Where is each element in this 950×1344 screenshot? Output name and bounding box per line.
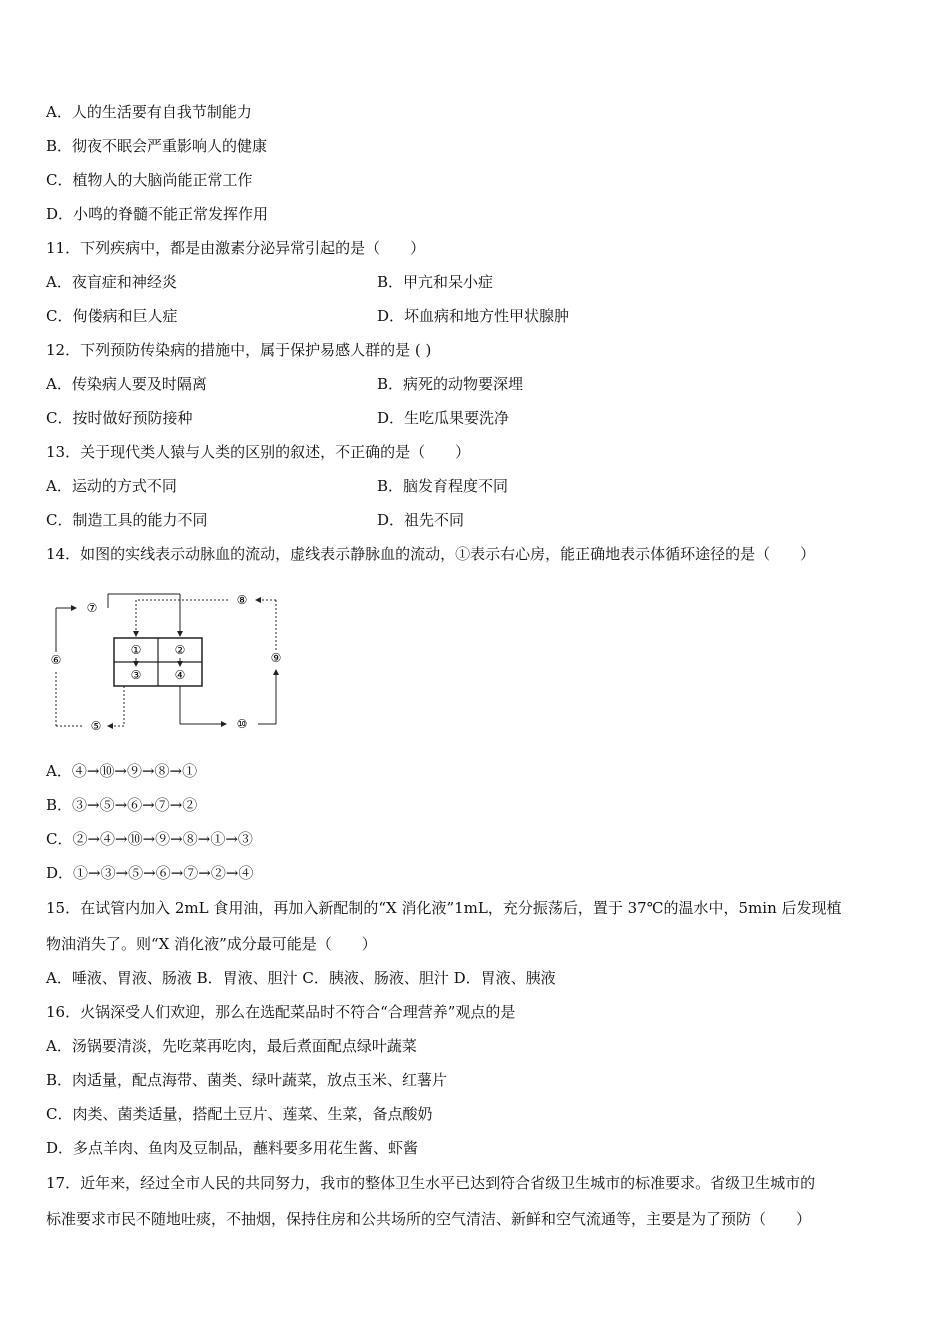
- q17-stem-line1: 17．近年来，经过全市人民的共同努力，我市的整体卫生水平已达到符合省级卫生城市的标准要求。省级卫生城市的: [46, 1174, 816, 1192]
- q14-option-d: D．①→③→⑤→⑥→⑦→②→④: [46, 864, 254, 882]
- q13-option-d: D．祖先不同: [377, 511, 465, 529]
- q15-stem-line2: 物油消失了。则“X 消化液”成分最可能是（ ）: [46, 935, 377, 953]
- q16-stem: 16．火锅深受人们欢迎，那么在选配菜品时不符合“合理营养”观点的是: [46, 1003, 516, 1021]
- label-5: ⑤: [90, 719, 102, 733]
- q14-option-c: C．②→④→⑩→⑨→⑧→①→③: [46, 830, 253, 848]
- q10-option-d: D．小鸣的脊髓不能正常发挥作用: [46, 205, 269, 223]
- q11-option-d: D．坏血病和地方性甲状腺肿: [377, 307, 570, 325]
- q16-option-c: C．肉类、菌类适量，搭配土豆片、莲菜、生菜，备点酸奶: [46, 1105, 433, 1123]
- q10-option-b: B．彻夜不眠会严重影响人的健康: [46, 137, 268, 155]
- label-7: ⑦: [86, 601, 98, 615]
- q11-option-b: B．甲亢和呆小症: [377, 273, 494, 291]
- q14-option-b: B．③→⑤→⑥→⑦→②: [46, 796, 198, 814]
- q16-option-d: D．多点羊肉、鱼肉及豆制品，蘸料要多用花生酱、虾酱: [46, 1139, 419, 1157]
- q16-option-b: B．肉适量，配点海带、菌类、绿叶蔬菜，放点玉米、红薯片: [46, 1071, 448, 1089]
- q12-stem: 12．下列预防传染病的措施中，属于保护易感人群的是 ( ): [46, 341, 432, 359]
- q14-stem: 14．如图的实线表示动脉血的流动，虚线表示静脉血的流动，①表示右心房，能正确地表示体循环途径的是（ ）: [46, 545, 816, 563]
- label-3: ③: [130, 668, 142, 682]
- label-2: ②: [174, 643, 186, 657]
- label-4: ④: [174, 668, 186, 682]
- q12-option-d: D．生吃瓜果要洗净: [377, 409, 510, 427]
- q13-option-c: C．制造工具的能力不同: [46, 511, 208, 529]
- circulation-diagram: [46, 586, 296, 746]
- q12-option-b: B．病死的动物要深埋: [377, 375, 524, 393]
- q11-option-c: C．佝偻病和巨人症: [46, 307, 178, 325]
- label-8: ⑧: [236, 593, 248, 607]
- q11-stem: 11．下列疾病中，都是由激素分泌异常引起的是（ ）: [46, 239, 426, 257]
- q13-stem: 13．关于现代类人猿与人类的区别的叙述，不正确的是（ ）: [46, 443, 471, 461]
- label-6: ⑥: [50, 653, 62, 667]
- q11-option-a: A．夜盲症和神经炎: [46, 273, 177, 291]
- q14-option-a: A．④→⑩→⑨→⑧→①: [46, 762, 198, 780]
- q10-option-c: C．植物人的大脑尚能正常工作: [46, 171, 253, 189]
- q13-option-a: A．运动的方式不同: [46, 477, 177, 495]
- q12-option-a: A．传染病人要及时隔离: [46, 375, 207, 393]
- q13-option-b: B．脑发育程度不同: [377, 477, 509, 495]
- label-1: ①: [130, 643, 142, 657]
- q15-stem-line1: 15．在试管内加入 2mL 食用油，再加入新配制的“X 消化液”1mL，充分振荡后，置于 37℃的温水中，5min 后发现植: [46, 899, 842, 917]
- q15-options: A．唾液、胃液、肠液 B．胃液、胆汁 C．胰液、肠液、胆汁 D．胃液、胰液: [46, 969, 556, 987]
- q17-stem-line2: 标准要求市民不随地吐痰，不抽烟，保持住房和公共场所的空气清洁、新鲜和空气流通等，主要是为了预防（ ）: [46, 1210, 812, 1228]
- q12-option-c: C．按时做好预防接种: [46, 409, 193, 427]
- label-9: ⑨: [270, 651, 282, 665]
- label-10: ⑩: [236, 717, 248, 731]
- q16-option-a: A．汤锅要清淡，先吃菜再吃肉，最后煮面配点绿叶蔬菜: [46, 1037, 417, 1055]
- q10-option-a: A．人的生活要有自我节制能力: [46, 103, 252, 121]
